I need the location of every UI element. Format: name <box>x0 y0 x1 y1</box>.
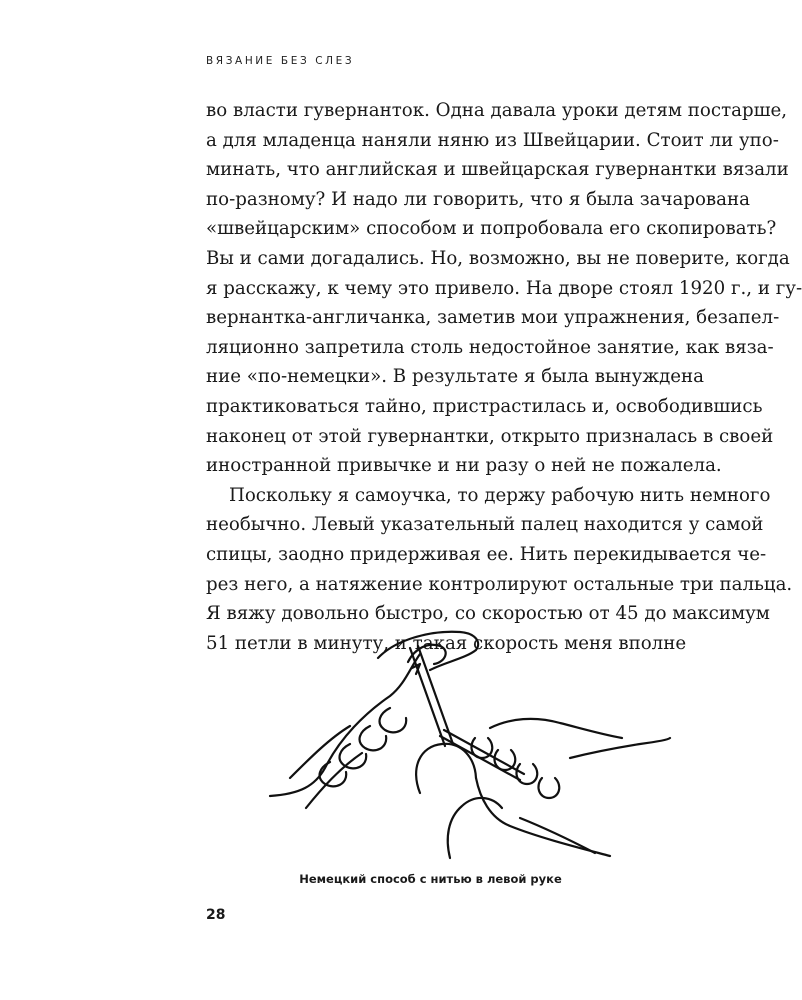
body-text <box>206 96 802 658</box>
text-line: минать, что английская и швейцарская гувернантки вязали <box>206 159 789 181</box>
text-line: ляционно запретила столь недостойное занятие, как вяза- <box>206 336 774 358</box>
text-line: Поскольку я самоучка, то держу рабочую нить немного <box>229 484 771 506</box>
text-line: наконец от этой гувернантки, открыто призналась в своей <box>206 425 774 447</box>
text-line: практиковаться тайно, пристрастилась и, освободившись <box>206 395 763 417</box>
text-line: ние «по-немецки». В результате я была вынуждена <box>206 366 704 388</box>
text-line: «швейцарским» способом и попробовала его скопировать? <box>206 218 777 240</box>
text-line: во власти гувернанток. Одна давала уроки детям постарше, <box>206 100 788 121</box>
knitting-hands-illustration <box>270 618 670 868</box>
text-line: иностранной привычке и ни разу о ней не пожалела. <box>206 455 722 477</box>
text-line: спицы, заодно придерживая ее. Нить перекидывается че- <box>206 543 767 565</box>
text-line: я расскажу, к чему это привело. На дворе стоял 1920 г., и гу- <box>206 277 802 299</box>
text-line: 51 петли в минуту, и такая скорость меня вполне <box>206 632 687 654</box>
text-line: вернантка-англичанка, заметив мои упражнения, безапел- <box>206 307 780 329</box>
text-line: а для младенца наняли няню из Швейцарии. Стоит ли упо- <box>206 129 779 151</box>
text-line: рез него, а натяжение контролируют остальные три пальца. <box>206 573 793 595</box>
text-line: необычно. Левый указательный палец находится у самой <box>206 514 764 536</box>
page-number: 28 <box>206 907 226 923</box>
text-line: Вы и сами догадались. Но, возможно, вы не поверите, когда <box>206 247 790 269</box>
running-head: ВЯЗАНИЕ БЕЗ СЛЕЗ <box>206 55 355 67</box>
text-line: Я вяжу довольно быстро, со скоростью от 45 до максимум <box>206 603 770 625</box>
figure-caption: Немецкий способ с нитью в левой руке <box>299 872 562 886</box>
text-line: по-разному? И надо ли говорить, что я была зачарована <box>206 188 750 210</box>
